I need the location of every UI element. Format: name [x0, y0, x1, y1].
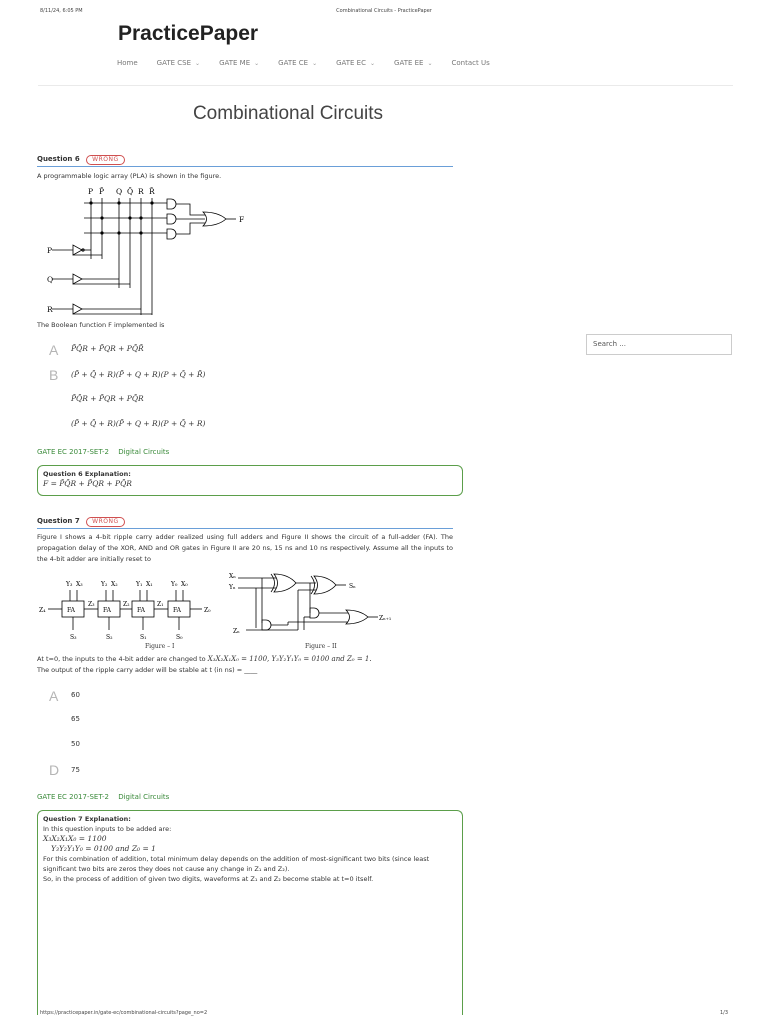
tag-subject[interactable]: Digital Circuits — [118, 793, 170, 801]
condition-math: X₃X₂X₁X₀ = 1100, Y₃Y₂Y₁Y₀ = 0100 and Z₀ = 1. — [207, 655, 372, 663]
pla-figure — [40, 182, 250, 318]
fa-block-label: FA — [173, 607, 181, 614]
option-letter: D — [49, 762, 60, 778]
pla-top-label: Q — [116, 187, 123, 196]
tag-exam[interactable]: GATE EC 2017-SET-2 — [37, 793, 109, 801]
main-nav — [117, 59, 509, 67]
fa-output-label: Sₙ — [349, 583, 356, 590]
question-7-text: Figure I shows a 4-bit ripple carry adder realized using full adders and Figure II shows the circuit of a full-adder (FA). The propagation delay of the XOR, AND and OR gates in Figure II are 20 ns, 15 ns and 10 ns respectively. Assume all the inputs to the 4-bit adder are initially reset to — [37, 533, 453, 563]
carry-label: Z₀ — [204, 607, 211, 614]
fa-input-label: X₂ — [111, 581, 118, 588]
pla-top-label: P — [88, 187, 94, 196]
question-label: Question 7 — [37, 517, 80, 525]
print-url: https://practicepaper.in/gate-ec/combinational-circuits?page_no=2 — [40, 1010, 208, 1016]
print-title: Combinational Circuits - PracticePaper — [336, 8, 432, 14]
carry-label: Z₄ — [39, 607, 46, 614]
fa-input-label: Yₙ — [229, 584, 236, 591]
chevron-down-icon: ⌄ — [427, 59, 433, 67]
sum-label: S₁ — [140, 634, 147, 641]
search-input[interactable]: Search ... — [586, 334, 732, 355]
carry-label: Z₃ — [88, 601, 95, 608]
chevron-down-icon: ⌄ — [254, 59, 260, 67]
print-date: 8/11/24, 6:05 PM — [40, 8, 83, 14]
fa-input-label: Y₁ — [136, 581, 143, 588]
carry-label: Z₁ — [157, 601, 164, 608]
sum-label: S₃ — [70, 634, 77, 641]
question-7-tags — [37, 793, 176, 801]
fa-block-label: FA — [137, 607, 145, 614]
tag-subject[interactable]: Digital Circuits — [118, 448, 170, 456]
figure-1-caption: Figure – I — [145, 643, 175, 650]
nav-gate-me[interactable]: GATE ME ⌄ — [219, 59, 260, 67]
explanation-paragraph: For this combination of addition, total minimum delay depends on the addition of most-significant two bits (since least significant two bits are zeros they does not cause any change in Z₁ and Z₂). — [43, 855, 430, 873]
fa-input-label: Y₂ — [101, 581, 108, 588]
nav-gate-ce[interactable]: GATE CE ⌄ — [278, 59, 318, 67]
page-title: Combinational Circuits — [192, 103, 384, 124]
condition-text: At t=0, the inputs to the 4-bit adder are changed to — [37, 655, 206, 663]
pla-top-label: Q̄ — [127, 187, 134, 196]
nav-contact-us[interactable]: Contact Us — [451, 59, 490, 67]
explanation-math: X₃X₂X₁X₀ = 1100 — [43, 834, 107, 843]
fa-input-label: Y₃ — [66, 581, 73, 588]
question-7-explanation — [37, 810, 463, 1015]
fa-block-label: FA — [67, 607, 75, 614]
option-a[interactable]: P̄Q̄R + P̄QR + PQ̄R̄ — [71, 344, 144, 353]
nav-home[interactable]: Home — [117, 59, 138, 67]
explanation-paragraph: So, in the process of addition of given two digits, waveforms at Z₁ and Z₂ become stable at t=0 itself. — [43, 875, 374, 883]
pla-left-label: Q — [47, 275, 54, 284]
question-6-explanation — [37, 465, 463, 496]
pla-left-label: P — [47, 246, 53, 255]
question-6-prompt: The Boolean function F implemented is — [37, 321, 165, 329]
chevron-down-icon: ⌄ — [312, 59, 318, 67]
option-a[interactable]: 60 — [71, 691, 80, 699]
option-b[interactable]: 65 — [71, 715, 80, 723]
nav-gate-cse[interactable]: GATE CSE ⌄ — [156, 59, 201, 67]
question-label: Question 6 — [37, 155, 80, 163]
option-letter: A — [49, 342, 59, 358]
tag-exam[interactable]: GATE EC 2017-SET-2 — [37, 448, 109, 456]
question-6-text: A programmable logic array (PLA) is shown in the figure. — [37, 172, 222, 180]
figure-2-caption: Figure – II — [305, 643, 337, 650]
option-c[interactable]: 50 — [71, 740, 80, 748]
explanation-title: Question 6 Explanation: — [43, 470, 131, 478]
question-7-condition — [37, 654, 453, 665]
option-letter: B — [49, 367, 59, 383]
explanation-math: Y₃Y₂Y₁Y₀ = 0100 and Z₀ = 1 — [51, 844, 156, 853]
option-letter: A — [49, 688, 59, 704]
pla-top-label: P̄ — [99, 187, 105, 196]
fa-output-label: Zₙ₊₁ — [379, 615, 392, 622]
explanation-title: Question 7 Explanation: — [43, 815, 131, 823]
question-7-header — [37, 517, 453, 529]
carry-label: Z₂ — [123, 601, 130, 608]
fa-input-label: X₁ — [146, 581, 153, 588]
fa-input-label: Y₀ — [171, 581, 178, 588]
fa-block-label: FA — [103, 607, 111, 614]
fa-input-label: X₃ — [76, 581, 83, 588]
option-c[interactable]: P̄Q̄R + P̄QR + PQ̄R — [71, 394, 144, 403]
question-6-header — [37, 155, 453, 167]
nav-gate-ee[interactable]: GATE EE ⌄ — [394, 59, 433, 67]
question-7-prompt: The output of the ripple carry adder will be stable at t (in ns) = ____ — [37, 666, 258, 674]
fa-input-label: Xₙ — [229, 573, 236, 580]
sum-label: S₀ — [176, 634, 183, 641]
nav-gate-ec[interactable]: GATE EC ⌄ — [336, 59, 376, 67]
print-page-number: 1/3 — [719, 1010, 728, 1016]
chevron-down-icon: ⌄ — [370, 59, 376, 67]
full-adder-figure — [228, 570, 408, 652]
pla-output-label: F — [239, 215, 245, 224]
explanation-intro: In this question inputs to be added are: — [43, 825, 172, 833]
option-b[interactable]: (P̄ + Q̄ + R)(P̄ + Q + R)(P + Q̄ + R̄) — [71, 370, 206, 379]
option-d[interactable]: 75 — [71, 766, 80, 774]
fa-input-label: Zₙ — [233, 628, 240, 635]
status-badge: WRONG — [86, 155, 124, 165]
site-logo[interactable]: PracticePaper — [118, 22, 259, 45]
pla-left-label: R — [47, 305, 53, 314]
ripple-adder-figure — [38, 576, 218, 646]
question-6-tags — [37, 448, 176, 456]
nav-divider — [38, 85, 733, 86]
sum-label: S₂ — [106, 634, 113, 641]
fa-input-label: X₀ — [181, 581, 188, 588]
explanation-line: F = P̄Q̄R + P̄QR + PQ̄R — [43, 479, 132, 488]
pla-top-label: R — [138, 187, 144, 196]
option-d[interactable]: (P̄ + Q̄ + R)(P̄ + Q + R)(P + Q̄ + R) — [71, 419, 206, 428]
chevron-down-icon: ⌄ — [195, 59, 201, 67]
status-badge: WRONG — [86, 517, 124, 527]
pla-top-label: R̄ — [149, 187, 155, 196]
